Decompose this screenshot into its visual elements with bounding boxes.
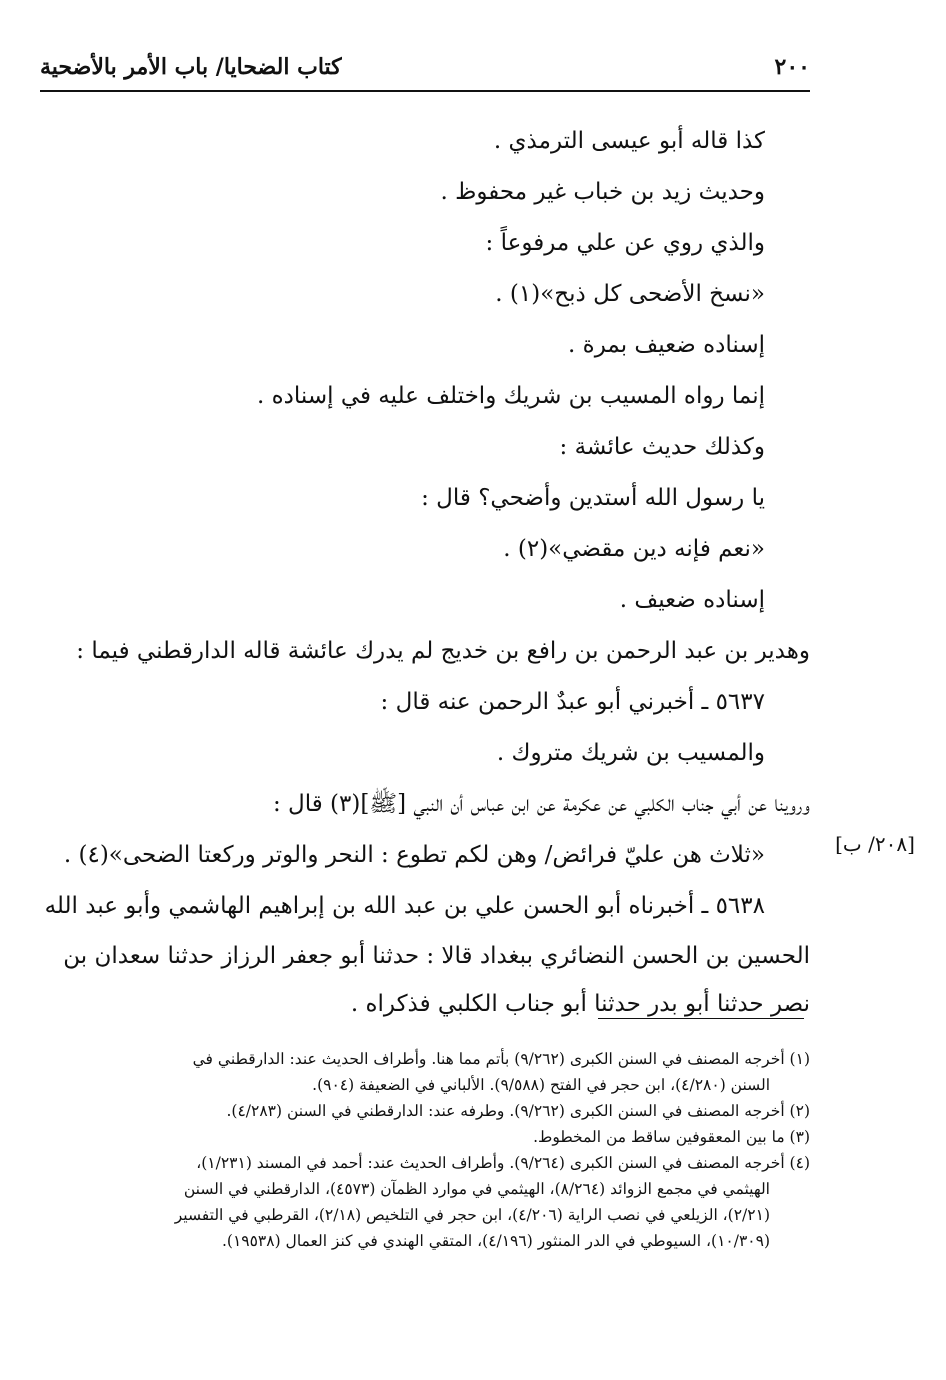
footnote-line: (٤) أخرجه المصنف في السنن الكبرى (٩/٢٦٤). وأطراف الحديث عند: أحمد في المسند (١/٢٣١)، <box>196 1154 810 1172</box>
text-line: والمسيب بن شريك متروك . <box>496 740 765 766</box>
hadith-line: ٥٦٣٨ ـ أخبرناه أبو الحسن علي بن عبد الله بن إبراهيم الهاشمي وأبو عبد الله <box>44 893 765 919</box>
text-line: والذي روي عن علي مرفوعاً : <box>485 230 765 256</box>
hadith-line: ٥٦٣٧ ـ أخبرني أبو عبدٌ الرحمن عنه قال : <box>380 689 765 715</box>
manuscript-folio-note: [٢٠٨/ ب] <box>835 832 915 856</box>
text-line: وكذلك حديث عائشة : <box>559 434 765 460</box>
text-line: «ثلاث هن عليّ فرائض/ وهن لكم تطوع : النحر والوتر وركعتا الضحى»(٤) . <box>63 842 765 868</box>
footnote-separator <box>598 1018 804 1019</box>
footnote-line: (٣) ما بين المعقوفين ساقط من المخطوط. <box>533 1128 810 1146</box>
footnote-line: (١) أخرجه المصنف في السنن الكبرى (٩/٢٦٢) بأتم مما هنا. وأطراف الحديث عند: الدارقطني في <box>192 1050 810 1068</box>
text-line: «نعم فإنه دين مقضي»(٢) . <box>503 536 765 562</box>
text-line: إنما رواه المسيب بن شريك واختلف عليه في إسناده . <box>256 383 765 409</box>
text-line: وحديث زيد بن خباب غير محفوظ . <box>440 179 765 205</box>
footnote-line: (٢/٢١)، الزيلعي في نصب الراية (٤/٢٠٦)، ابن حجر في التلخيص (٢/١٨)، القرطبي في التفسير <box>174 1206 770 1224</box>
page-header <box>40 50 810 92</box>
footnote-line: السنن (٤/٢٨٠)، ابن حجر في الفتح (٩/٥٨٨). الألباني في الضعيفة (٩٠٤). <box>312 1076 770 1094</box>
footnote-line: (٢) أخرجه المصنف في السنن الكبرى (٩/٢٦٢). وطرفه عند: الدارقطني في السنن (٤/٢٨٣). <box>226 1102 810 1120</box>
text-line: نصر حدثنا أبو بدر حدثنا أبو جناب الكلبي فذكراه . <box>350 991 810 1017</box>
footnotes <box>40 1046 810 1254</box>
text-line: يا رسول الله أستدين وأضحي؟ قال : <box>421 485 765 511</box>
main-text <box>40 116 810 1028</box>
running-title: كتاب الضحايا/ باب الأمر بالأضحية <box>40 54 342 80</box>
text-line: الحسين بن الحسن النضائري ببغداد قالا : حدثنا أبو جعفر الرزاز حدثنا سعدان بن <box>63 943 810 969</box>
text-line: إسناده ضعيف بمرة . <box>568 332 765 358</box>
text-line: وروينا عن أبي جناب الكلبي عن عكرمة عن ابن عباس أن النبي [ﷺ](٣) قال : <box>272 791 810 817</box>
text-line: كذا قاله أبو عيسى الترمذي . <box>493 128 765 154</box>
footnote-line: (١٠/٣٠٩)، السيوطي في الدر المنثور (٤/١٩٦)، المتقي الهندي في كنز العمال (١٩٥٣٨). <box>221 1232 770 1250</box>
text-line: إسناده ضعيف . <box>619 587 765 613</box>
text-line: وهدير بن عبد الرحمن بن رافع بن خديج لم يدرك عائشة قاله الدارقطني فيما : <box>76 638 810 664</box>
page-number: ٢٠٠ <box>774 54 810 80</box>
footnote-line: الهيثمي في مجمع الزوائد (٨/٢٦٤)، الهيثمي في موارد الظمآن (٤٥٧٣)، الدارقطني في السنن <box>183 1180 770 1198</box>
text-line: «نسخ الأضحى كل ذبح»(١) . <box>495 281 765 307</box>
